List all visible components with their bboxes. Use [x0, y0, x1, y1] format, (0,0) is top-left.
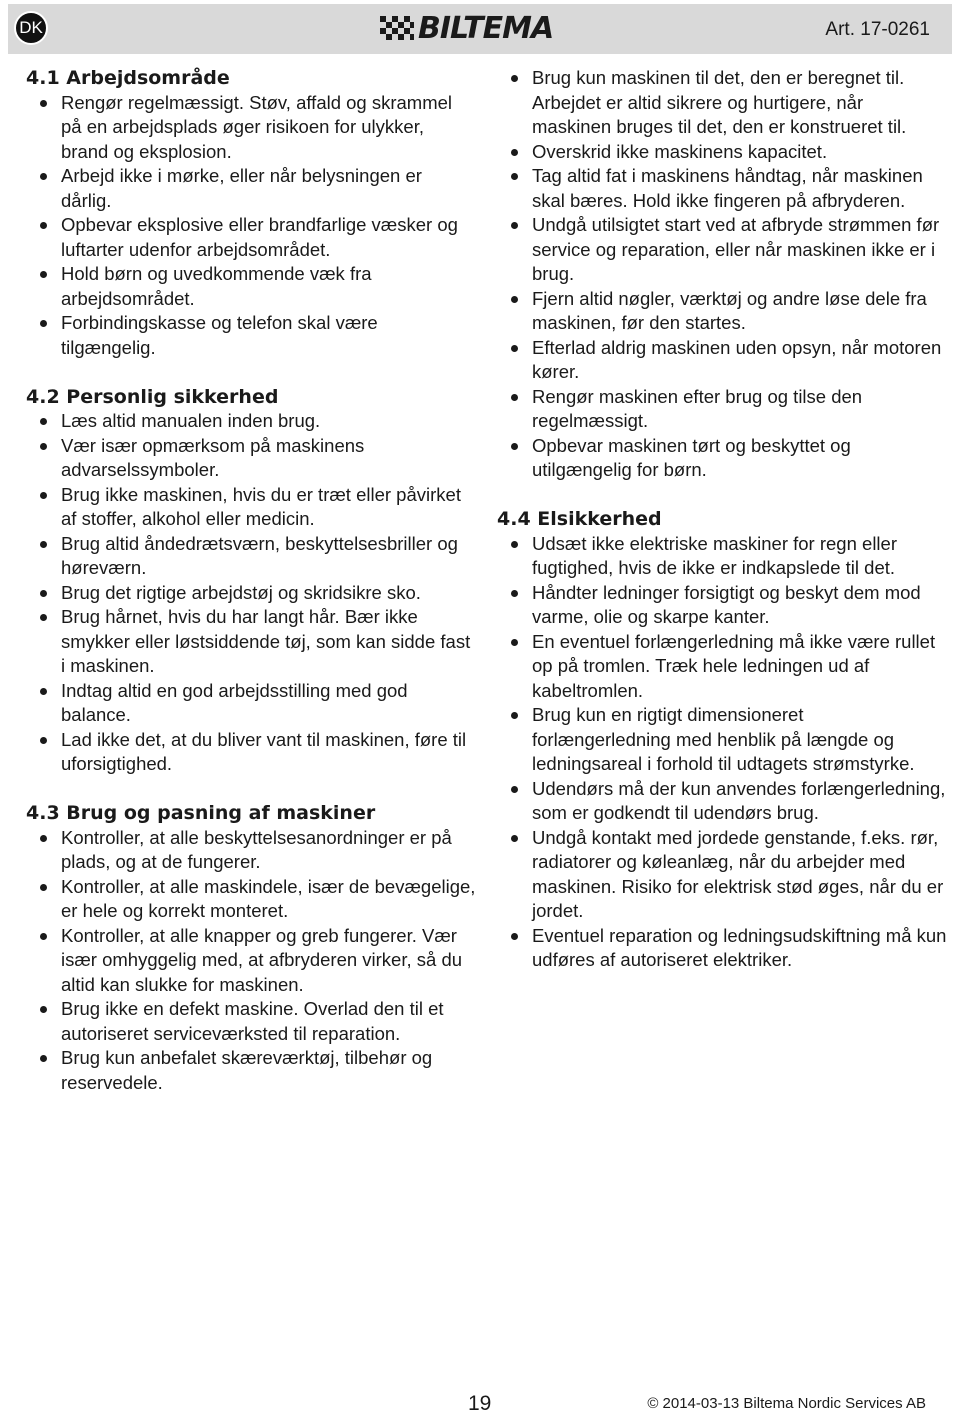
list-item: Udendørs må der kun anvendes forlængerledning, som er godkendt til udendørs brug.: [497, 777, 947, 826]
brand-logo: [380, 11, 554, 46]
list-item: Tag altid fat i maskinens håndtag, når maskinen skal bæres. Hold ikke fingeren på afbryderen.: [497, 164, 947, 213]
list-item: Opbevar maskinen tørt og beskyttet og utilgængelig for børn.: [497, 434, 947, 483]
section-title-4-3: 4.3 Brug og pasning af maskiner: [26, 802, 376, 824]
list-item: Indtag altid en god arbejdsstilling med god balance.: [26, 679, 476, 728]
list-item: Arbejd ikke i mørke, eller når belysningen er dårlig.: [26, 164, 476, 213]
list-item: Eventuel reparation og ledningsudskiftning må kun udføres af autoriseret elektriker.: [497, 924, 947, 973]
list-item: Kontroller, at alle knapper og greb fungerer. Vær især omhyggelig med, at afbryderen virker, så du altid kan slukke for maskinen.: [26, 924, 476, 998]
list-item: Forbindingskasse og telefon skal være tilgængelig.: [26, 311, 476, 360]
list-item: Brug ikke maskinen, hvis du er træt eller påvirket af stoffer, alkohol eller medicin.: [26, 483, 476, 532]
language-badge: DK: [14, 11, 48, 45]
section-gap: [497, 483, 947, 508]
list-item: Håndter ledninger forsigtigt og beskyt dem mod varme, olie og skarpe kanter.: [497, 581, 947, 630]
list-item: Opbevar eksplosive eller brandfarlige væsker og luftarter udenfor arbejdsområdet.: [26, 213, 476, 262]
list-item: Brug kun en rigtigt dimensioneret forlængerledning med henblik på længde og ledningsareal i forhold til udtagets strømstyrke.: [497, 703, 947, 777]
section-gap: [26, 360, 476, 385]
list-item: Rengør maskinen efter brug og tilse den regelmæssigt.: [497, 385, 947, 434]
list-item: Kontroller, at alle beskyttelsesanordninger er på plads, og at de fungerer.: [26, 826, 476, 875]
list-item: Overskrid ikke maskinens kapacitet.: [497, 140, 947, 165]
checkered-flag-icon: [380, 16, 414, 42]
list-4-3-continued: [497, 66, 947, 483]
article-number: Art. 17-0261: [825, 19, 930, 40]
section-title-4-1: 4.1 Arbejdsområde: [26, 67, 230, 89]
list-item: Efterlad aldrig maskinen uden opsyn, når motoren kører.: [497, 336, 947, 385]
right-column: [497, 66, 947, 973]
list-item: Læs altid manualen inden brug.: [26, 409, 476, 434]
list-item: Lad ikke det, at du bliver vant til maskinen, føre til uforsigtighed.: [26, 728, 476, 777]
list-item: Udsæt ikke elektriske maskiner for regn eller fugtighed, hvis de ikke er indkapslede til det.: [497, 532, 947, 581]
page-header: [8, 4, 952, 54]
list-item: Fjern altid nøgler, værktøj og andre løse dele fra maskinen, før den startes.: [497, 287, 947, 336]
section-title-4-4: 4.4 Elsikkerhed: [497, 508, 662, 530]
list-item: En eventuel forlængerledning må ikke være rullet op på tromlen. Træk hele ledningen ud af kabeltromlen.: [497, 630, 947, 704]
list-item: Kontroller, at alle maskindele, især de bevægelige, er hele og korrekt monteret.: [26, 875, 476, 924]
list-item: Undgå kontakt med jordede genstande, f.eks. rør, radiatorer og køleanlæg, når du arbejder med maskinen. Risiko for elektrisk stød øges, når du er jordet.: [497, 826, 947, 924]
list-item: Hold børn og uvedkommende væk fra arbejdsområdet.: [26, 262, 476, 311]
list-item: Brug altid åndedrætsværn, beskyttelsesbriller og høreværn.: [26, 532, 476, 581]
list-item: Brug hårnet, hvis du har langt hår. Bær ikke smykker eller løstsiddende tøj, som kan sidde fast i maskinen.: [26, 605, 476, 679]
brand-name: BILTEMA: [418, 11, 554, 46]
list-4-4: [497, 532, 947, 973]
copyright-notice: © 2014-03-13 Biltema Nordic Services AB: [647, 1395, 926, 1412]
section-gap: [26, 777, 476, 802]
list-item: Rengør regelmæssigt. Støv, affald og skrammel på en arbejdsplads øger risikoen for ulykker, brand og eksplosion.: [26, 91, 476, 165]
left-column: [26, 66, 476, 1095]
list-item: Brug kun maskinen til det, den er beregnet til. Arbejdet er altid sikrere og hurtigere, når maskinen bruges til det, den er konstrueret til.: [497, 66, 947, 140]
list-item: Brug ikke en defekt maskine. Overlad den til et autoriseret serviceværksted til reparation.: [26, 997, 476, 1046]
list-item: Undgå utilsigtet start ved at afbryde strømmen før service og reparation, eller når maskinen ikke er i brug.: [497, 213, 947, 287]
list-item: Brug kun anbefalet skæreværktøj, tilbehør og reservedele.: [26, 1046, 476, 1095]
list-4-3: [26, 826, 476, 1096]
page-number: 19: [468, 1392, 492, 1415]
section-title-4-2: 4.2 Personlig sikkerhed: [26, 385, 279, 408]
list-4-2: [26, 409, 476, 777]
list-4-1: [26, 91, 476, 361]
list-item: Brug det rigtige arbejdstøj og skridsikre sko.: [26, 581, 476, 606]
list-item: Vær især opmærksom på maskinens advarselssymboler.: [26, 434, 476, 483]
